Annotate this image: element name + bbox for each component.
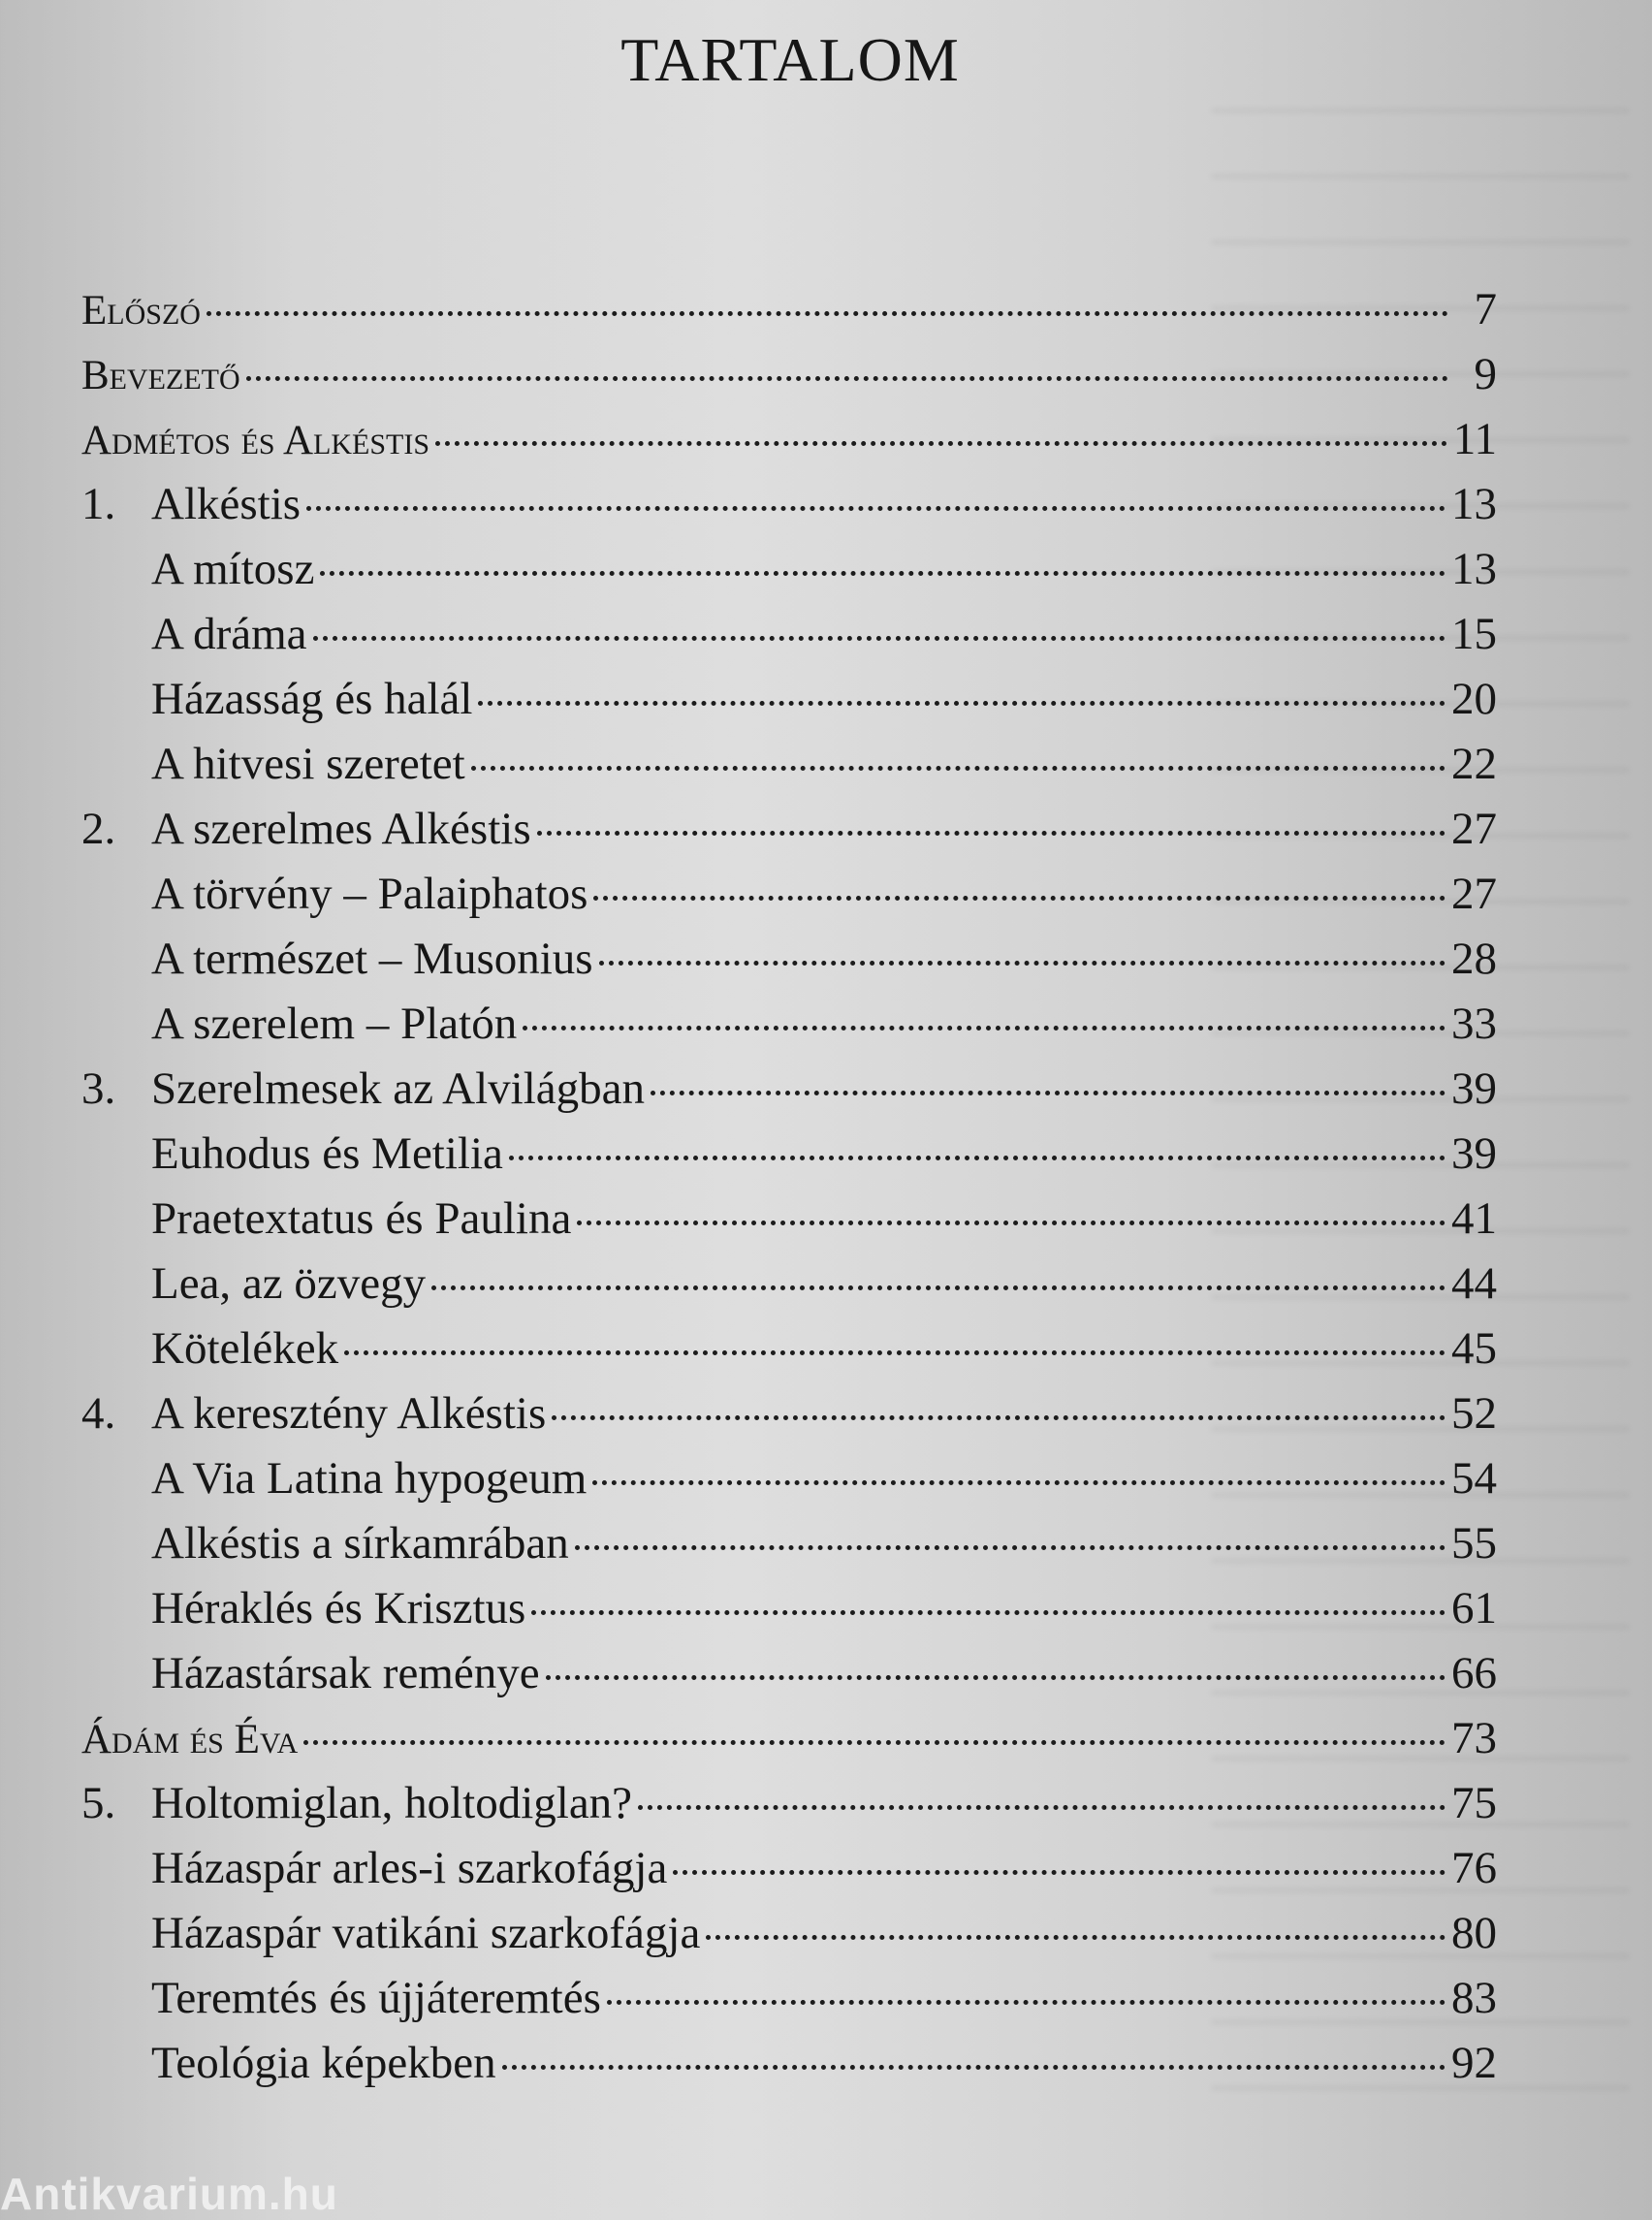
dot-leader (431, 1284, 1446, 1290)
entry-title: Holtomiglan, holtodiglan? (151, 1778, 633, 1828)
toc-entry (81, 1057, 1497, 1122)
dot-leader (575, 1544, 1446, 1550)
toc-entry (81, 537, 1497, 602)
section-heading: Előszó (81, 288, 201, 333)
chapter-number: 2. (81, 804, 116, 854)
dot-leader (246, 375, 1448, 381)
entry-title: A szerelem – Platón (151, 999, 518, 1049)
toc-entry (81, 1706, 1497, 1771)
page-number: 66 (1451, 1648, 1497, 1698)
dot-leader (537, 830, 1446, 836)
page-number: 20 (1451, 674, 1497, 724)
chapter-number: 5. (81, 1778, 116, 1828)
page-number: 83 (1451, 1973, 1497, 2023)
toc-entry (81, 1187, 1497, 1252)
toc-entry (81, 1381, 1497, 1446)
dot-leader (552, 1414, 1446, 1420)
toc-entry (81, 342, 1497, 407)
dot-leader (206, 310, 1448, 316)
page-number: 80 (1451, 1908, 1497, 1958)
toc-entry (81, 1511, 1497, 1576)
toc-entry (81, 407, 1497, 472)
toc-entry (81, 1771, 1497, 1836)
entry-title: Házasság és halál (151, 674, 473, 724)
toc-entry (81, 1252, 1497, 1316)
dot-leader (673, 1869, 1446, 1875)
toc-entry (81, 1576, 1497, 1641)
toc-entry (81, 927, 1497, 992)
entry-title: A Via Latina hypogeum (151, 1453, 588, 1504)
entry-title: Alkéstis a sírkamrában (151, 1518, 569, 1569)
toc-entry (81, 862, 1497, 927)
dot-leader (523, 1025, 1446, 1031)
dot-leader (607, 1999, 1446, 2005)
dot-leader (303, 1739, 1446, 1745)
entry-title: Alkéstis (151, 479, 302, 529)
page-number: 39 (1451, 1063, 1497, 1114)
toc-entry (81, 1836, 1497, 1901)
page-number: 27 (1451, 804, 1497, 854)
dot-leader (313, 635, 1446, 641)
toc-entry (81, 2031, 1497, 2096)
dot-leader (593, 895, 1446, 901)
dot-leader (471, 765, 1446, 771)
entry-title: Héraklés és Krisztus (151, 1583, 526, 1633)
toc-entry (81, 992, 1497, 1057)
toc-entry (81, 1966, 1497, 2031)
page-number: 92 (1451, 2038, 1497, 2088)
dot-leader (344, 1349, 1446, 1355)
page-number: 7 (1474, 284, 1497, 334)
dot-leader (546, 1674, 1446, 1680)
dot-leader (577, 1220, 1446, 1225)
page-number: 39 (1451, 1128, 1497, 1179)
entry-title: Euhodus és Metilia (151, 1128, 503, 1179)
entry-title: Szerelmesek az Alvilágban (151, 1063, 645, 1114)
dot-leader (706, 1934, 1446, 1940)
entry-title: A dráma (151, 609, 307, 659)
entry-title: A mítosz (151, 544, 315, 594)
toc-entry (81, 602, 1497, 667)
section-heading: Admétos és Alkéstis (81, 418, 430, 463)
dot-leader (306, 505, 1446, 511)
entry-title: Házaspár vatikáni szarkofágja (151, 1908, 701, 1958)
page-number: 75 (1451, 1778, 1497, 1828)
dot-leader (599, 960, 1446, 966)
entry-title: Házaspár arles-i szarkofágja (151, 1843, 668, 1893)
page-number: 41 (1451, 1193, 1497, 1244)
toc-entry (81, 1316, 1497, 1381)
dot-leader (320, 570, 1446, 576)
dot-leader (592, 1479, 1446, 1485)
section-heading: Bevezető (81, 353, 240, 398)
entry-title: Teológia képekben (151, 2038, 496, 2088)
toc-entry (81, 277, 1497, 342)
table-of-contents (81, 277, 1497, 2096)
entry-title: Lea, az özvegy (151, 1258, 427, 1309)
page-number: 28 (1451, 934, 1497, 984)
dot-leader (502, 2064, 1446, 2070)
page-number: 11 (1452, 414, 1497, 464)
page-number: 9 (1474, 349, 1497, 399)
dot-leader (638, 1804, 1446, 1810)
page-number: 27 (1451, 869, 1497, 919)
entry-title: Házastársak reménye (151, 1648, 540, 1698)
page-number: 44 (1451, 1258, 1497, 1309)
watermark-logo: Antikvarium.hu (0, 2169, 338, 2219)
entry-title: A hitvesi szeretet (151, 739, 465, 789)
dot-leader (509, 1155, 1446, 1160)
chapter-number: 3. (81, 1063, 116, 1114)
entry-title: A törvény – Palaiphatos (151, 869, 588, 919)
toc-entry (81, 732, 1497, 797)
chapter-number: 4. (81, 1388, 116, 1439)
toc-entry (81, 1901, 1497, 1966)
dot-leader (435, 440, 1447, 446)
dot-leader (478, 700, 1446, 706)
toc-entry (81, 797, 1497, 862)
section-heading: Ádám és Éva (81, 1717, 299, 1762)
dot-leader (651, 1090, 1446, 1095)
page-title: TARTALOM (620, 25, 960, 94)
page-number: 54 (1451, 1453, 1497, 1504)
entry-title: A természet – Musonius (151, 934, 593, 984)
page-number: 15 (1451, 609, 1497, 659)
page-number: 73 (1451, 1713, 1497, 1763)
page-number: 13 (1451, 544, 1497, 594)
page-number: 52 (1451, 1388, 1497, 1439)
entry-title: Kötelékek (151, 1323, 339, 1374)
entry-title: Praetextatus és Paulina (151, 1193, 572, 1244)
page-number: 55 (1451, 1518, 1497, 1569)
chapter-number: 1. (81, 479, 116, 529)
page-number: 45 (1451, 1323, 1497, 1374)
page-number: 13 (1451, 479, 1497, 529)
entry-title: A keresztény Alkéstis (151, 1388, 547, 1439)
toc-entry (81, 472, 1497, 537)
page-number: 76 (1451, 1843, 1497, 1893)
page-number: 33 (1451, 999, 1497, 1049)
page-number: 61 (1451, 1583, 1497, 1633)
page-number: 22 (1451, 739, 1497, 789)
entry-title: Teremtés és újjáteremtés (151, 1973, 601, 2023)
entry-title: A szerelmes Alkéstis (151, 804, 531, 854)
toc-entry (81, 1122, 1497, 1187)
toc-entry (81, 1446, 1497, 1511)
dot-leader (531, 1609, 1446, 1615)
toc-entry (81, 1641, 1497, 1706)
toc-entry (81, 667, 1497, 732)
